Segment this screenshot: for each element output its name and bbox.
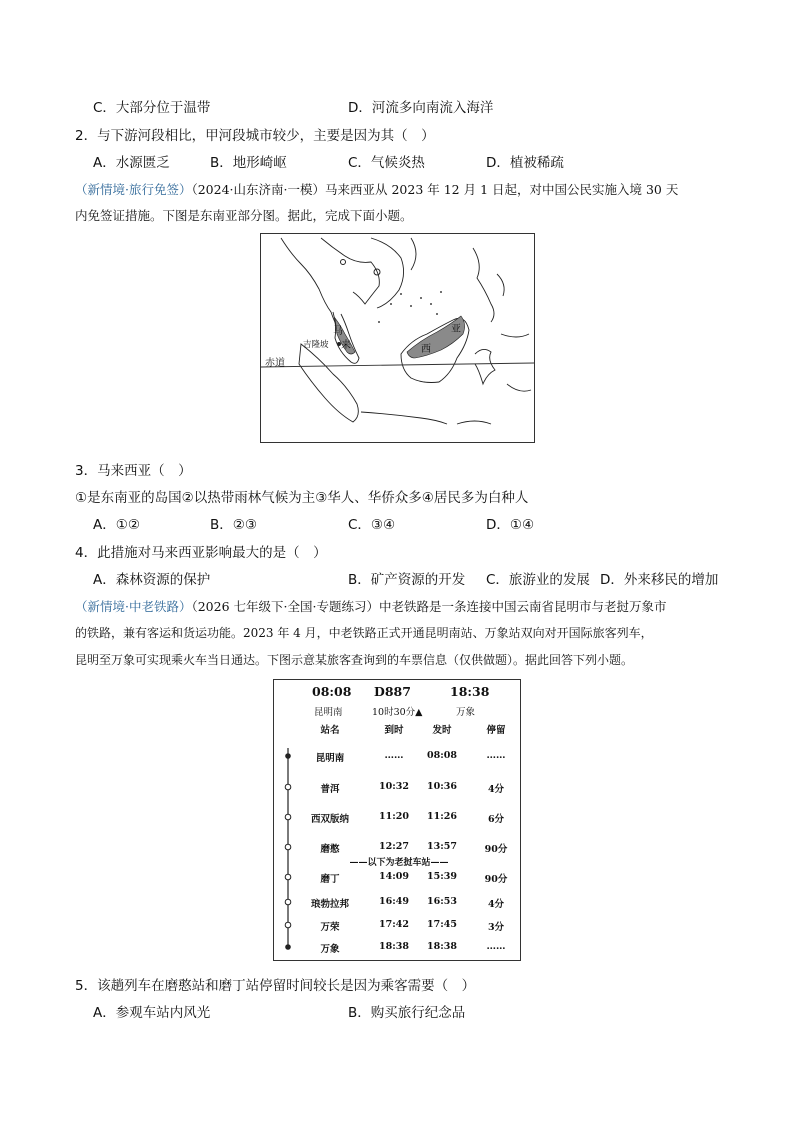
ticket-row — [274, 919, 522, 933]
station-name: 普洱 — [320, 784, 340, 795]
q2-option-b: B．地形崎岖 — [210, 155, 287, 171]
station-name: 西双版纳 — [310, 814, 349, 825]
ticket-row — [274, 841, 522, 855]
ticket-row — [274, 750, 522, 764]
ticket-from-station: 昆明南 — [314, 707, 343, 718]
laos-divider-text: ——以下为老挝车站—— — [349, 858, 449, 868]
arrive-time: 12:27 — [379, 841, 409, 852]
q4-stem: 4．此措施对马来西亚影响最大的是（ ） — [75, 545, 327, 561]
ticket-row — [274, 781, 522, 795]
map-label-xi: 西 — [421, 344, 431, 355]
q3-option-b: B．②③ — [210, 517, 257, 533]
header-station: 站名 — [320, 725, 340, 736]
map-label-lai: 来 — [341, 340, 351, 351]
q2-option-c: C．气候炎热 — [348, 155, 425, 171]
passage2-line3: 昆明至万象可实现乘火车当日通达。下图示意某旅客查询到的车票信息（仅供做题）。据此回答下列小题。 — [75, 653, 634, 667]
ticket-depart-time: 08:08 — [312, 684, 352, 699]
station-name: 万象 — [320, 944, 340, 955]
stop-duration: 4分 — [487, 784, 505, 795]
depart-time: 11:26 — [427, 811, 457, 822]
stop-duration: 6分 — [487, 814, 505, 825]
arrive-time: 10:32 — [379, 781, 409, 792]
stop-duration: …… — [486, 941, 506, 952]
arrive-time: 14:09 — [379, 871, 409, 882]
depart-time: 16:53 — [427, 896, 457, 907]
ticket-train-number: D887 — [374, 684, 411, 699]
q2-option-a: A．水源匮乏 — [93, 155, 170, 171]
arrive-time: 18:38 — [379, 941, 409, 952]
depart-time: 17:45 — [427, 919, 457, 930]
stop-duration: 4分 — [487, 899, 505, 910]
ticket-row — [274, 896, 522, 910]
ticket-row — [274, 941, 522, 955]
station-name: 磨憨 — [320, 844, 340, 855]
ticket-row — [274, 871, 522, 885]
q3-option-a: A．①② — [93, 517, 140, 533]
southeast-asia-map — [260, 233, 535, 443]
passage2-line2: 的铁路，兼有客运和货运功能。2023 年 4 月，中老铁路正式开通昆明南站、万象站双向对开国际旅客列车， — [75, 626, 653, 640]
arrive-time: 16:49 — [379, 896, 409, 907]
station-name: 磨丁 — [320, 874, 340, 885]
passage1-line2: 内免签证措施。下图是东南亚部分图。据此，完成下面小题。 — [75, 208, 413, 223]
header-stop: 停留 — [486, 725, 506, 736]
passage2-line1 — [75, 597, 666, 615]
passage1-tag: （新情境·旅行免签） — [75, 182, 192, 197]
q3-statements: ①是东南亚的岛国②以热带雨林气候为主③华人、华侨众多④居民多为白种人 — [75, 490, 529, 506]
q4-option-b: B．矿产资源的开发 — [348, 572, 466, 588]
q3-stem: 3．马来西亚（ ） — [75, 463, 192, 479]
map-label-kuala-lumpur: 吉隆坡 — [303, 340, 329, 350]
arrive-time: 17:42 — [379, 919, 409, 930]
q3-option-d: D．①④ — [486, 517, 535, 533]
ticket-header-row — [274, 722, 522, 736]
q5-stem: 5．该趟列车在磨憨站和磨丁站停留时间较长是因为乘客需要（ ） — [75, 978, 476, 994]
depart-time: 13:57 — [427, 841, 457, 852]
q2-option-d: D．植被稀疏 — [486, 155, 564, 171]
ticket-timetable — [273, 679, 521, 961]
depart-time: 08:08 — [427, 750, 457, 761]
stop-duration: 90分 — [484, 844, 508, 855]
laos-divider — [274, 855, 522, 869]
stop-duration: 3分 — [487, 922, 505, 933]
depart-time: 18:38 — [427, 941, 457, 952]
map-label-ma: 马 — [333, 326, 343, 337]
ticket-duration: 10时30分▲ — [372, 707, 423, 718]
q4-option-c: C．旅游业的发展 — [486, 572, 590, 588]
map-label-ya: 亚 — [451, 324, 461, 335]
stop-duration: …… — [486, 750, 506, 761]
depart-time: 15:39 — [427, 871, 457, 882]
arrive-time: …… — [384, 750, 404, 761]
ticket-arrive-time: 18:38 — [450, 684, 490, 699]
station-name: 万荣 — [320, 922, 340, 933]
station-name: 昆明南 — [315, 753, 345, 764]
stop-duration: 90分 — [484, 874, 508, 885]
passage2-text1: （2026 七年级下·全国·专题练习）中老铁路是一条连接中国云南省昆明市与老挝万象市 — [191, 599, 667, 614]
header-arrive: 到时 — [384, 725, 404, 736]
map-drawing — [261, 234, 534, 442]
passage1-line1 — [75, 180, 678, 198]
passage2-tag: （新情境·中老铁路） — [75, 599, 192, 614]
passage1-text1: （2024·山东济南·一模）马来西亚从 2023 年 12 月 1 日起，对中国公民实施入境 30 天 — [191, 182, 679, 197]
header-depart: 发时 — [432, 725, 452, 736]
q1-option-d: D．河流多向南流入海洋 — [348, 100, 494, 116]
q5-option-a: A．参观车站内风光 — [93, 1005, 211, 1021]
depart-time: 10:36 — [427, 781, 457, 792]
arrive-time: 11:20 — [379, 811, 409, 822]
capital-marker — [341, 260, 346, 265]
station-name: 琅勃拉邦 — [310, 899, 349, 910]
q4-option-a: A．森林资源的保护 — [93, 572, 211, 588]
q1-option-c: C．大部分位于温带 — [93, 100, 211, 116]
q4-option-d: D．外来移民的增加 — [600, 572, 719, 588]
q5-option-b: B．购买旅行纪念品 — [348, 1005, 466, 1021]
equator-line — [261, 363, 534, 367]
ticket-to-station: 万象 — [456, 707, 476, 718]
map-label-equator: 赤道 — [265, 358, 285, 369]
q2-stem: 2．与下游河段相比，甲河段城市较少，主要是因为其（ ） — [75, 128, 435, 144]
q3-option-c: C．③④ — [348, 517, 396, 533]
ticket-row — [274, 811, 522, 825]
